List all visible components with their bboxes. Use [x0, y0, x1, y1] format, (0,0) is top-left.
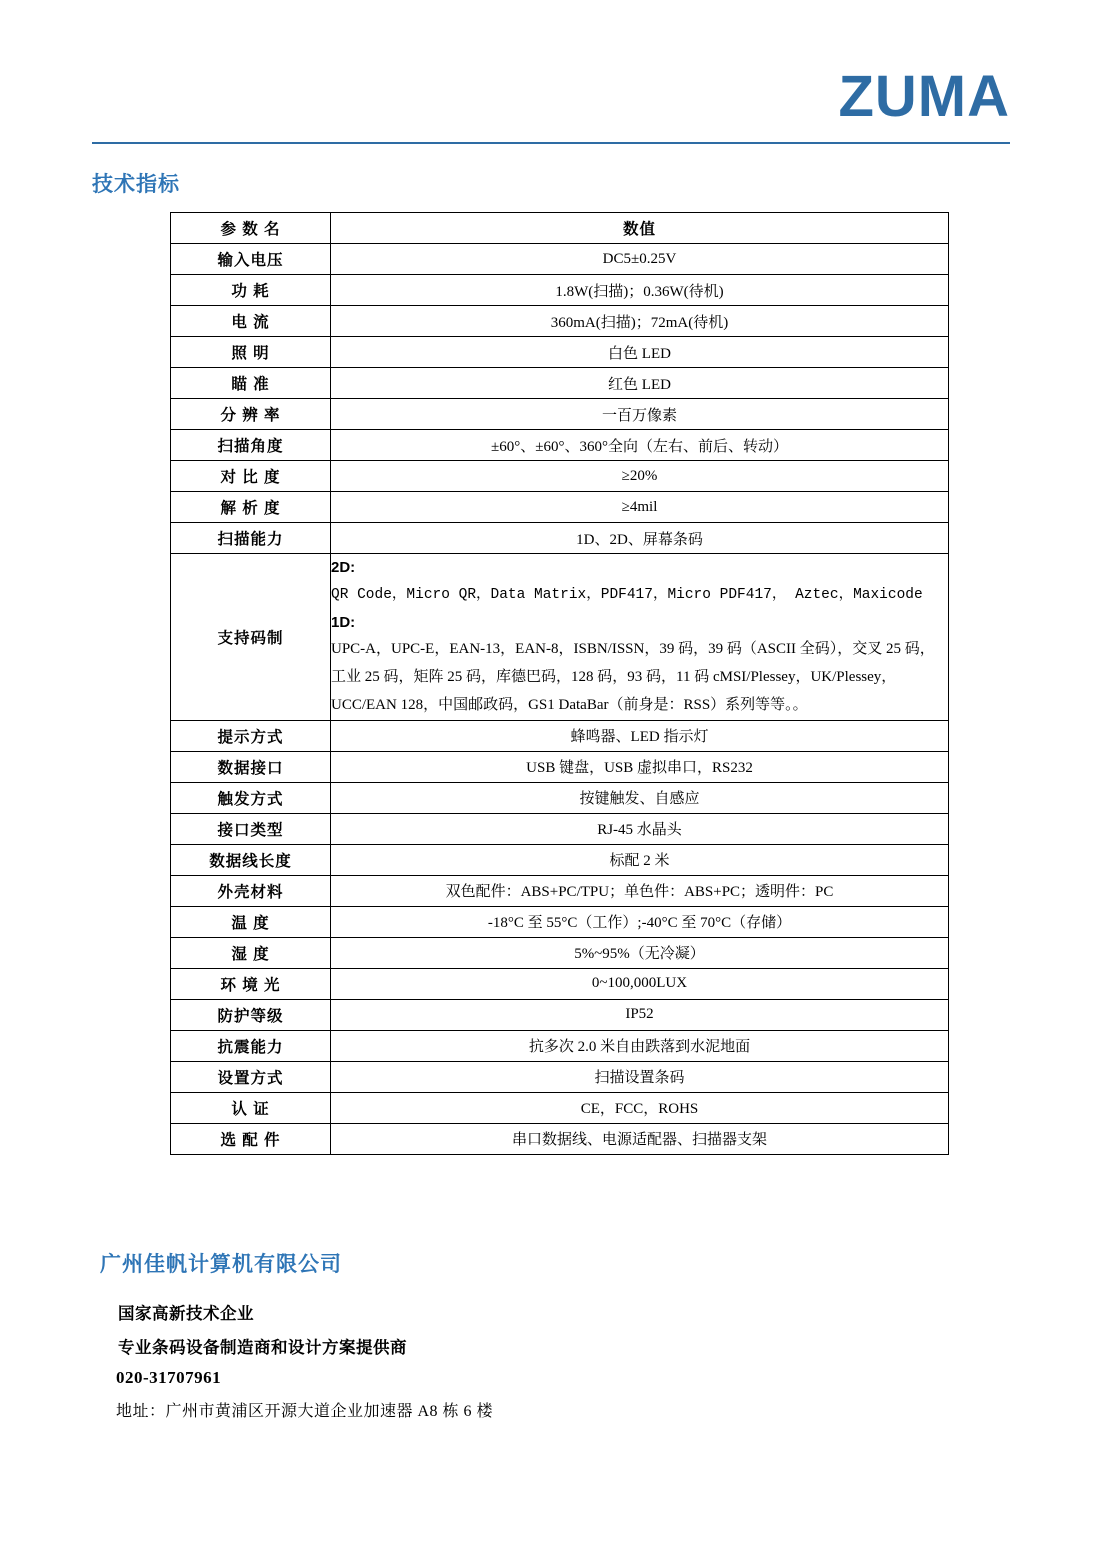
table-row: [171, 523, 949, 554]
table-row: [171, 937, 949, 968]
row-label: 触发方式: [171, 782, 331, 813]
footer-line-2: 专业条码设备制造商和设计方案提供商: [118, 1339, 407, 1357]
table-row: [171, 1123, 949, 1154]
row-value: 白色 LED: [331, 337, 949, 368]
table-row: [171, 813, 949, 844]
row-label: 对 比 度: [171, 461, 331, 492]
table-row: [171, 244, 949, 275]
row-value: ≥4mil: [331, 492, 949, 523]
row-label: 数据线长度: [171, 844, 331, 875]
table-row: [171, 399, 949, 430]
table-row: [171, 306, 949, 337]
row-value: 扫描设置条码: [331, 1061, 949, 1092]
table-row: [171, 1061, 949, 1092]
table-row: [171, 275, 949, 306]
row-label: 外壳材料: [171, 875, 331, 906]
footer-phone: 020-31707961: [116, 1368, 222, 1387]
row-label: 温 度: [171, 906, 331, 937]
row-value: 标配 2 米: [331, 844, 949, 875]
row-label: 接口类型: [171, 813, 331, 844]
row-label: 分 辨 率: [171, 399, 331, 430]
row-label: 认 证: [171, 1092, 331, 1123]
row-value: 1D、2D、屏幕条码: [331, 523, 949, 554]
row-label: 电 流: [171, 306, 331, 337]
column-header-value: 数值: [331, 213, 949, 244]
row-value: DC5±0.25V: [331, 244, 949, 275]
footer-line-1: 国家高新技术企业: [118, 1305, 254, 1323]
row-label: 提示方式: [171, 720, 331, 751]
codes-1d-heading: 1D:: [331, 613, 356, 631]
row-value: RJ-45 水晶头: [331, 813, 949, 844]
codes-2d-heading: 2D:: [331, 559, 356, 576]
page-title: 技术指标: [92, 173, 180, 196]
page-footer: [100, 1248, 900, 1431]
codes-1d-text: UPC-A，UPC-E，EAN-13，EAN-8，ISBN/ISSN，39 码，39 码（ASCII 全码），交叉 25 码，工业 25 码，矩阵 25 码，库德巴码，128 码，93 码，11 码 cMSI/Plessey，UK/Plessey，UCC/EAN 128，中国邮政码，GS1 DataBar（前身是：RSS）系列等等。。: [331, 641, 935, 713]
table-row: [171, 782, 949, 813]
table-row: [171, 720, 949, 751]
row-value: 按键触发、自感应: [331, 782, 949, 813]
row-value: 红色 LED: [331, 368, 949, 399]
row-value: 蜂鸣器、LED 指示灯: [331, 720, 949, 751]
row-value: 双色配件：ABS+PC/TPU；单色件：ABS+PC；透明件：PC: [331, 875, 949, 906]
row-label: 防护等级: [171, 999, 331, 1030]
row-value: CE，FCC，ROHS: [331, 1092, 949, 1123]
row-label: 选 配 件: [171, 1123, 331, 1154]
row-label: 功 耗: [171, 275, 331, 306]
table-row: [171, 368, 949, 399]
spec-table-container: [170, 212, 948, 1155]
table-row: [171, 430, 949, 461]
row-value: USB 键盘，USB 虚拟串口，RS232: [331, 751, 949, 782]
row-label: 输入电压: [171, 244, 331, 275]
page-header: [0, 0, 1102, 150]
company-name: 广州佳帆计算机有限公司: [100, 1253, 342, 1276]
row-label: 设置方式: [171, 1061, 331, 1092]
footer-address: 地址：广州市黄浦区开源大道企业加速器 A8 栋 6 楼: [116, 1403, 494, 1420]
table-row: [171, 492, 949, 523]
row-label: 支持码制: [171, 554, 331, 721]
table-row: [171, 906, 949, 937]
codes-2d-text: QR Code，Micro QR，Data Matrix，PDF417，Micro PDF417， Aztec，Maxicode: [331, 586, 923, 603]
row-value: -18°C 至 55°C（工作）;-40°C 至 70°C（存储）: [331, 906, 949, 937]
header-divider: [92, 142, 1010, 144]
table-row: [171, 968, 949, 999]
row-value: 360mA(扫描)；72mA(待机): [331, 306, 949, 337]
row-value: 0~100,000LUX: [331, 968, 949, 999]
table-row: [171, 875, 949, 906]
table-header-row: [171, 213, 949, 244]
row-value: 一百万像素: [331, 399, 949, 430]
row-value: 5%~95%（无冷凝）: [331, 937, 949, 968]
row-value: 抗多次 2.0 米自由跌落到水泥地面: [331, 1030, 949, 1061]
row-label: 瞄 准: [171, 368, 331, 399]
row-value: IP52: [331, 999, 949, 1030]
row-value: ±60°、±60°、360°全向（左右、前后、转动）: [331, 430, 949, 461]
table-row-supported-codes: [171, 554, 949, 721]
table-row: [171, 337, 949, 368]
row-label: 扫描能力: [171, 523, 331, 554]
row-label: 解 析 度: [171, 492, 331, 523]
row-value: 串口数据线、电源适配器、扫描器支架: [331, 1123, 949, 1154]
row-value-codes: [331, 554, 949, 721]
table-row: [171, 1092, 949, 1123]
row-value: 1.8W(扫描)；0.36W(待机): [331, 275, 949, 306]
column-header-param: 参 数 名: [171, 213, 331, 244]
row-value: ≥20%: [331, 461, 949, 492]
row-label: 数据接口: [171, 751, 331, 782]
spec-table: [170, 212, 949, 1155]
row-label: 湿 度: [171, 937, 331, 968]
table-row: [171, 461, 949, 492]
row-label: 扫描角度: [171, 430, 331, 461]
table-row: [171, 751, 949, 782]
row-label: 照 明: [171, 337, 331, 368]
table-row: [171, 1030, 949, 1061]
table-row: [171, 999, 949, 1030]
row-label: 抗震能力: [171, 1030, 331, 1061]
row-label: 环 境 光: [171, 968, 331, 999]
table-row: [171, 844, 949, 875]
zuma-logo: ZUMA: [838, 64, 1010, 129]
